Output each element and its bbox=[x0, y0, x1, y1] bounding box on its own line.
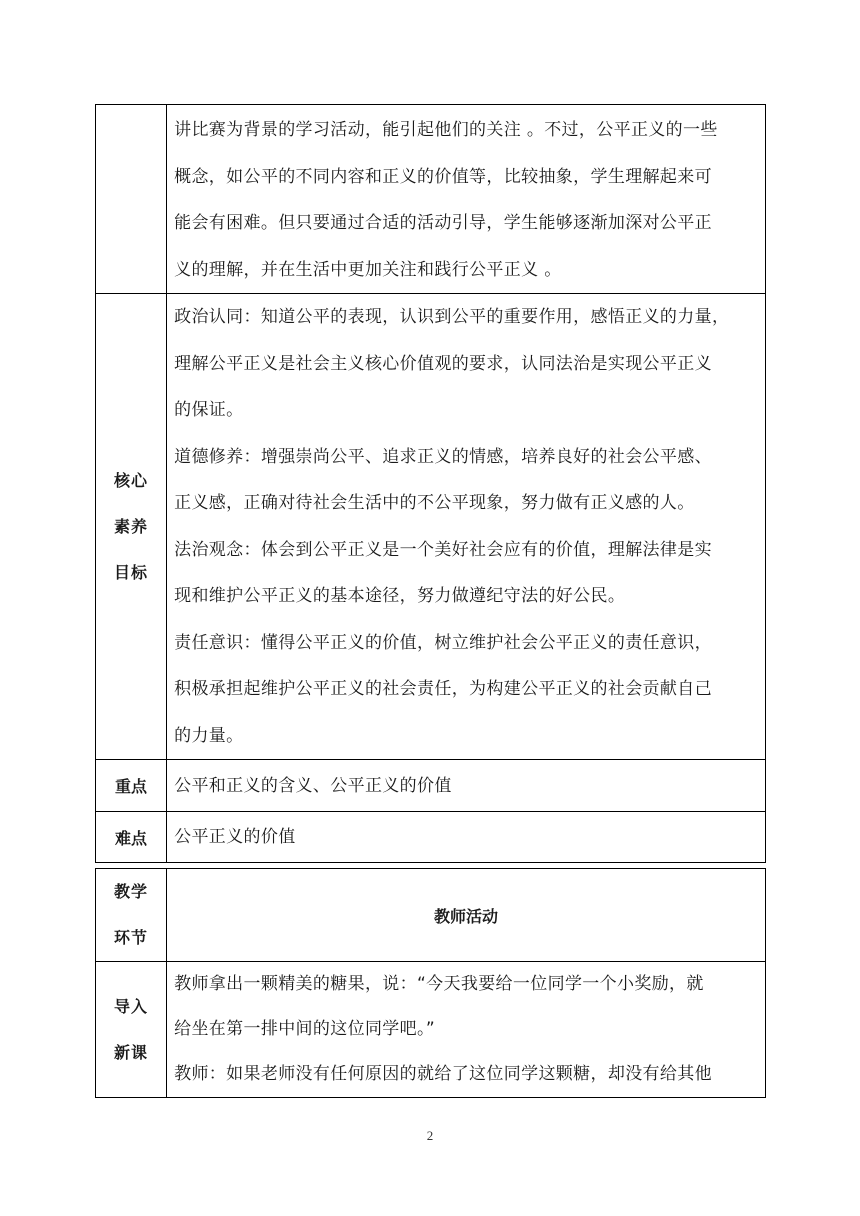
analysis-line: 义的理解，并在生活中更加关注和践行公平正义 。 bbox=[174, 259, 562, 280]
lesson-info-table bbox=[95, 104, 766, 863]
analysis-content-cell bbox=[167, 105, 766, 294]
intro-line: 教师：如果老师没有任何原因的就给了这位同学这颗糖，却没有给其他 bbox=[174, 1064, 712, 1084]
goal-line: 积极承担起维护公平正义的社会责任，为构建公平正义的社会贡献自己 bbox=[174, 679, 712, 699]
intro-content-cell bbox=[167, 962, 766, 1098]
analysis-line: 讲比赛为背景的学习活动，能引起他们的关注 。不过，公平正义的一些 bbox=[174, 120, 718, 140]
intro-row bbox=[96, 962, 766, 1098]
difficult-point-row bbox=[96, 812, 766, 863]
goal-line: 道德修养：增强崇尚公平、追求正义的情感，培养良好的社会公平感、 bbox=[174, 446, 712, 467]
key-point-content: 公平和正义的含义、公平正义的价值 bbox=[167, 760, 766, 812]
teacher-activity-header: 教师活动 bbox=[167, 869, 766, 962]
analysis-line: 能会有困难。但只要通过合适的活动引导，学生能够逐渐加深对公平正 bbox=[174, 213, 712, 233]
teaching-process-table bbox=[95, 868, 766, 1098]
core-goals-label: 核心 素养 目标 bbox=[114, 470, 149, 582]
intro-line: 给坐在第一排中间的这位同学吧。” bbox=[174, 1019, 436, 1039]
stage-header-cell bbox=[96, 869, 167, 962]
page-number: 2 bbox=[426, 1128, 434, 1143]
intro-line: 教师拿出一颗精美的糖果，说：“今天我要给一位同学一个小奖励，就 bbox=[174, 974, 704, 994]
intro-label-cell bbox=[96, 962, 167, 1098]
goal-line: 的力量。 bbox=[174, 725, 244, 746]
goal-line: 责任意识：懂得公平正义的价值，树立维护社会公平正义的责任意识， bbox=[174, 632, 712, 653]
analysis-row bbox=[96, 105, 766, 294]
analysis-label-cell bbox=[96, 105, 167, 294]
core-goals-row bbox=[96, 294, 766, 760]
core-goals-content-cell bbox=[167, 294, 766, 760]
goal-line: 现和维护公平正义的基本途径，努力做遵纪守法的好公民。 bbox=[174, 586, 626, 606]
goal-line: 法治观念：体会到公平正义是一个美好社会应有的价值，理解法律是实 bbox=[174, 539, 712, 560]
key-point-row bbox=[96, 760, 766, 812]
difficult-point-content: 公平正义的价值 bbox=[167, 812, 766, 863]
analysis-line: 概念，如公平的不同内容和正义的价值等，比较抽象，学生理解起来可 bbox=[174, 166, 712, 187]
goal-line: 正义感，正确对待社会生活中的不公平现象，努力做有正义感的人。 bbox=[174, 493, 695, 513]
goal-line: 的保证。 bbox=[174, 400, 244, 420]
goal-line: 政治认同：知道公平的表现，认识到公平的重要作用，感悟正义的力量， bbox=[174, 307, 730, 327]
stage-header-label: 教学 环节 bbox=[114, 882, 149, 947]
core-goals-label-cell bbox=[96, 294, 167, 760]
process-header-row bbox=[96, 869, 766, 962]
key-point-label: 重点 bbox=[96, 760, 167, 812]
intro-label: 导入 新课 bbox=[114, 996, 149, 1062]
goal-line: 理解公平正义是社会主义核心价值观的要求，认同法治是实现公平正义 bbox=[174, 353, 712, 374]
difficult-point-label: 难点 bbox=[96, 812, 167, 863]
